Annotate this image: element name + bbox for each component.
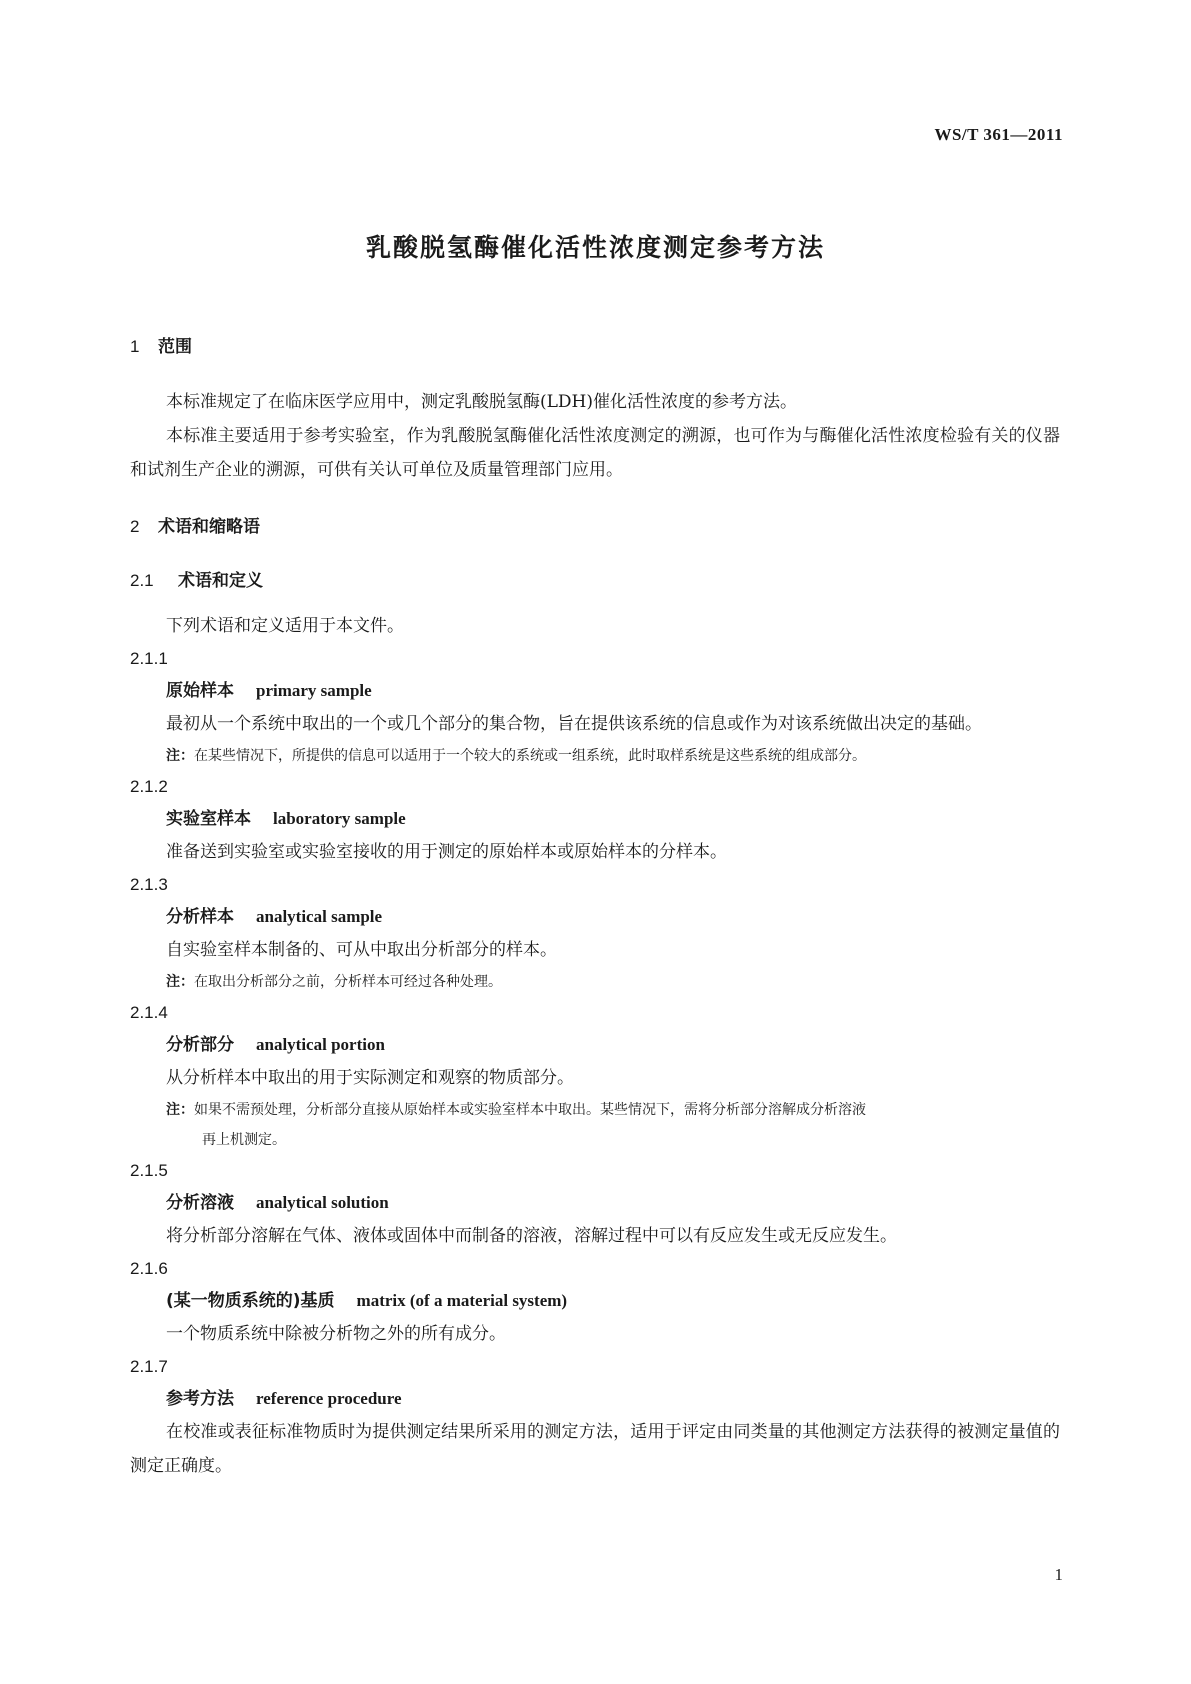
term-en: primary sample xyxy=(256,681,372,700)
term-definition: 最初从一个系统中取出的一个或几个部分的集合物，旨在提供该系统的信息或作为对该系统做出决定的基础。 xyxy=(166,714,982,734)
term-en: matrix (of a material system) xyxy=(356,1291,568,1310)
section-title: 术语和缩略语 xyxy=(158,517,260,537)
section-title: 术语和定义 xyxy=(178,571,263,591)
term-note xyxy=(130,1095,1060,1125)
note-continuation: 再上机测定。 xyxy=(202,1132,286,1148)
term-definition: 在校准或表征标准物质时为提供测定结果所采用的测定方法，适用于评定由同类量的其他测定方法获得的被测定量值的测定正确度。 xyxy=(130,1422,1060,1476)
term-definition: 自实验室样本制备的、可从中取出分析部分的样本。 xyxy=(166,940,557,960)
term-en: analytical sample xyxy=(256,907,383,926)
term-definition: 准备送到实验室或实验室接收的用于测定的原始样本或原始样本的分样本。 xyxy=(166,842,727,862)
term-definition: 一个物质系统中除被分析物之外的所有成分。 xyxy=(166,1324,506,1344)
note-label: 注： xyxy=(166,748,194,764)
term-definition: 将分析部分溶解在气体、液体或固体中而制备的溶液，溶解过程中可以有反应发生或无反应发生。 xyxy=(166,1226,897,1246)
term-zh: 分析溶液 xyxy=(166,1193,234,1213)
note-label: 注： xyxy=(166,974,194,990)
term-name xyxy=(130,1285,1060,1317)
term-number: 2.1.5 xyxy=(130,1161,168,1180)
term-name xyxy=(130,1383,1060,1415)
note-label: 注： xyxy=(166,1102,194,1118)
term-definition: 从分析样本中取出的用于实际测定和观察的物质部分。 xyxy=(166,1068,574,1088)
paragraph: 本标准规定了在临床医学应用中，测定乳酸脱氢酶(LDH)催化活性浓度的参考方法。 xyxy=(166,392,798,412)
term-name xyxy=(130,675,1060,707)
section-2-1-heading xyxy=(130,569,1060,593)
term-number: 2.1.1 xyxy=(130,649,168,668)
term-number: 2.1.4 xyxy=(130,1003,168,1022)
term-en: reference procedure xyxy=(256,1389,402,1408)
term-zh: 原始样本 xyxy=(166,681,234,701)
page-number: 1 xyxy=(1054,1565,1063,1584)
term-zh: 分析部分 xyxy=(166,1035,234,1055)
document-title: 乳酸脱氢酶催化活性浓度测定参考方法 xyxy=(365,233,825,262)
term-note xyxy=(130,967,1060,997)
term-en: laboratory sample xyxy=(273,809,406,828)
term-note xyxy=(130,741,1060,771)
section-title: 范围 xyxy=(158,337,192,357)
term-number: 2.1.7 xyxy=(130,1357,168,1376)
term-name xyxy=(130,1187,1060,1219)
term-en: analytical solution xyxy=(256,1193,389,1212)
term-zh: 分析样本 xyxy=(166,907,234,927)
paragraph: 本标准主要适用于参考实验室，作为乳酸脱氢酶催化活性浓度测定的溯源，也可作为与酶催化活性浓度检验有关的仪器和试剂生产企业的溯源，可供有关认可单位及质量管理部门应用。 xyxy=(130,426,1060,480)
document-body xyxy=(130,335,1060,1483)
term-number: 2.1.6 xyxy=(130,1259,168,1278)
section-number: 1 xyxy=(130,337,140,356)
section-number: 2 xyxy=(130,517,140,536)
term-zh: (某一物质系统的)基质 xyxy=(166,1291,335,1311)
term-zh: 参考方法 xyxy=(166,1389,234,1409)
standard-code: WS/T 361—2011 xyxy=(934,125,1063,144)
paragraph: 下列术语和定义适用于本文件。 xyxy=(166,616,404,636)
term-name xyxy=(130,901,1060,933)
term-number: 2.1.2 xyxy=(130,777,168,796)
term-name xyxy=(130,1029,1060,1061)
term-number: 2.1.3 xyxy=(130,875,168,894)
term-name xyxy=(130,803,1060,835)
term-zh: 实验室样本 xyxy=(166,809,251,829)
note-text: 在取出分析部分之前，分析样本可经过各种处理。 xyxy=(194,974,502,990)
section-2-heading xyxy=(130,515,1060,539)
section-number: 2.1 xyxy=(130,571,154,590)
note-text: 在某些情况下，所提供的信息可以适用于一个较大的系统或一组系统，此时取样系统是这些系统的组成部分。 xyxy=(194,748,866,764)
term-en: analytical portion xyxy=(256,1035,385,1054)
section-1-heading xyxy=(130,335,1060,359)
note-text: 如果不需预处理，分析部分直接从原始样本或实验室样本中取出。某些情况下，需将分析部分溶解成分析溶液 xyxy=(194,1102,866,1118)
